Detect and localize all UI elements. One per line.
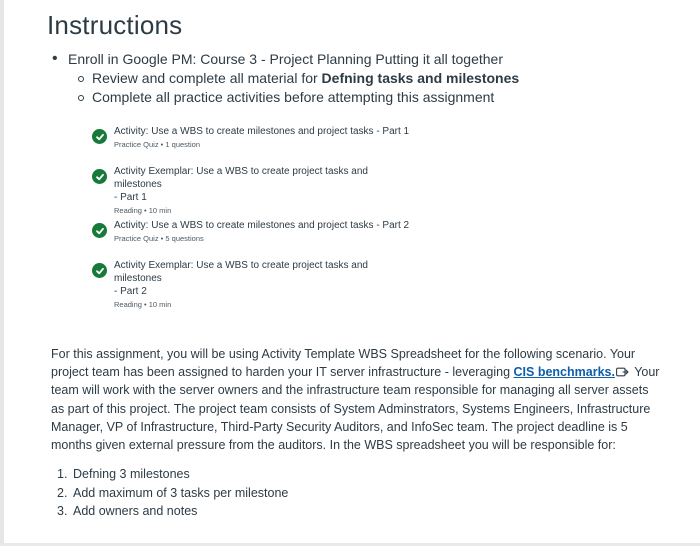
sub-bullet	[68, 69, 519, 88]
responsibility-text: Add owners and notes	[73, 504, 198, 518]
sub-bullet-text: Complete all practice activities before attempting this assignment	[92, 89, 495, 105]
scenario-text-2: Your team will work with the server owners and the infrastructure team responsible for managing all server assets as part of this project. The project team consists of System Adminstrators, Systems Engineers, Infrastructure Manager, VP of Infrastructure, Third-Party Security Auditors, and InfoSec team. The project deadline is 5 months given external pressure from the auditors. In the WBS spreadsheet you will be responsible for:	[51, 365, 660, 453]
activity-meta: Reading • 10 min	[114, 300, 172, 309]
responsibility-number: 1.	[57, 467, 68, 481]
activity-title[interactable]: Activity Exemplar: Use a WBS to create project tasks and milestones	[114, 260, 368, 284]
scenario-text-1: For this assignment, you will be using Activity Template WBS Spreadsheet for the following scenario. Your project team has been assigned to harden your IT server infrastructure - leveraging	[51, 347, 636, 380]
responsibilities-list	[57, 465, 288, 521]
responsibility-item	[57, 484, 288, 503]
activity-text	[114, 259, 414, 310]
checkmark-circle-icon	[92, 263, 107, 278]
activity-text	[114, 219, 414, 244]
activity-title[interactable]: Activity: Use a WBS to create milestones and project tasks - Part 1	[114, 126, 410, 137]
activity-text	[114, 125, 414, 150]
activity-text	[114, 165, 414, 216]
instructions-list	[50, 50, 519, 107]
activity-title[interactable]: Activity Exemplar: Use a WBS to create project tasks and milestones	[114, 166, 368, 190]
cis-benchmarks-link[interactable]: CIS benchmarks.	[513, 365, 615, 380]
checkmark-circle-icon	[92, 129, 107, 144]
external-link-icon[interactable]	[616, 367, 629, 377]
checkmark-circle-icon	[92, 223, 107, 238]
activity-meta: Reading • 10 min	[114, 206, 172, 215]
activity-title-cont: - Part 2	[114, 286, 147, 297]
responsibility-text: Add maximum of 3 tasks per milestone	[73, 485, 289, 500]
responsibility-item	[57, 502, 288, 521]
activity-meta: Practice Quiz • 1 question	[114, 140, 201, 149]
scenario-paragraph	[51, 345, 663, 454]
activity-title-cont: - Part 1	[114, 192, 147, 203]
sub-bullet-text: Review and complete all material for	[92, 70, 322, 86]
left-border	[0, 0, 4, 546]
activity-title[interactable]: Activity: Use a WBS to create milestones and project tasks - Part 2	[114, 220, 410, 231]
page-title: Instructions	[47, 10, 183, 40]
checkmark-circle-icon	[92, 169, 107, 184]
responsibility-text: Defning 3 milestones	[73, 467, 190, 481]
main-bullet-text: Enroll in Google PM: Course 3 - Project Planning Putting it all together	[68, 51, 504, 67]
main-bullet	[50, 50, 519, 107]
responsibility-item	[57, 465, 288, 484]
responsibility-number: 2.	[57, 485, 68, 500]
sub-bullet	[68, 88, 519, 107]
sub-bullet-list	[68, 69, 519, 107]
responsibility-number: 3.	[57, 504, 68, 518]
activity-meta: Practice Quiz • 5 questions	[114, 234, 204, 243]
sub-bullet-bold: Defning tasks and milestones	[321, 70, 520, 86]
